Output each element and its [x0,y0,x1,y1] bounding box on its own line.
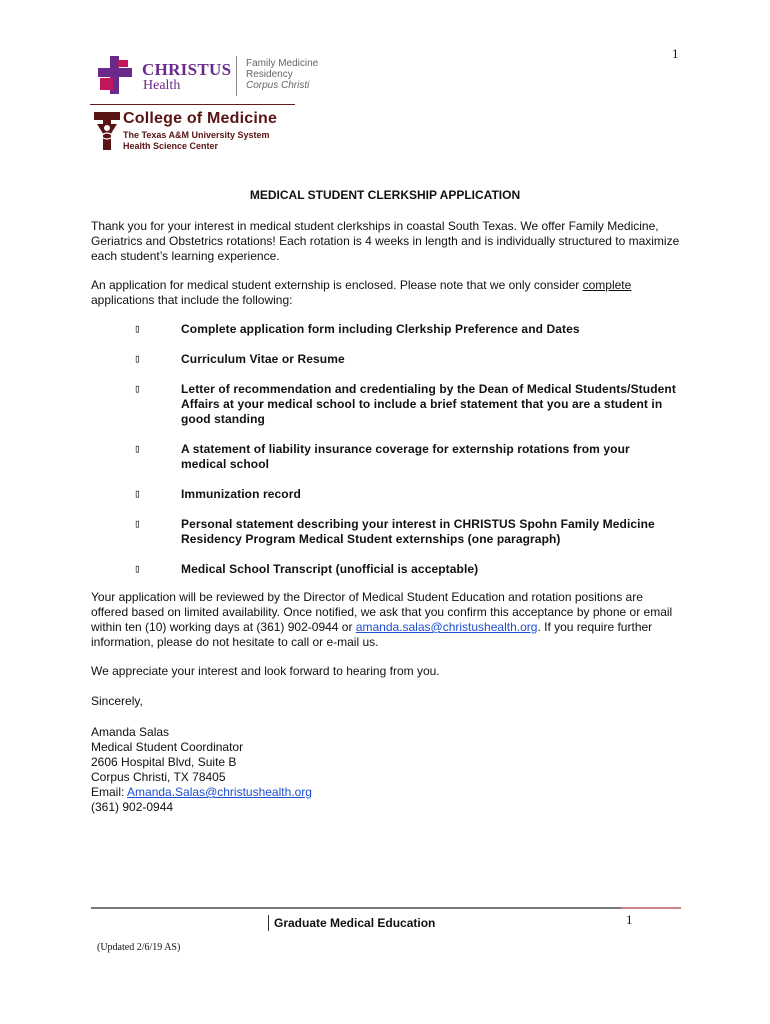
checkbox-bullet-icon: ▯ [134,562,141,575]
signature-phone: (361) 902-0944 [91,800,174,814]
signature-address-1: 2606 Hospital Blvd, Suite B [91,755,237,769]
footer-rule-accent [621,907,681,909]
review-text-before: Your application will be reviewed by the Director of Medical Student Education and rotation positions are offered based on limited availability. Once notified, we ask that you confirm this acceptance by phone or email within ten (10) working days at (361) 902-0944 or [91,590,673,634]
requirement-text: Curriculum Vitae or Resume [181,352,345,366]
intro-paragraph: Thank you for your interest in medical student clerkships in coastal South Texas. We offer Family Medicine, Geriatrics and Obstetrics rotations! Each rotation is 4 weeks in length and is individually structured to maximize each student’s learning experience. [91,219,680,263]
signature-role: Medical Student Coordinator [91,740,244,754]
footer-page-number: 1 [626,912,633,927]
signature-name: Amanda Salas [91,725,170,739]
checkbox-bullet-icon: ▯ [134,322,141,335]
footer-label: Graduate Medical Education [274,916,436,930]
document-title: MEDICAL STUDENT CLERKSHIP APPLICATION [249,188,521,202]
page-number-top: 1 [672,46,679,61]
footer-divider [268,915,269,931]
notice-text-after: applications that include the following: [91,293,293,307]
logo-divider [236,56,237,96]
requirement-text: Letter of recommendation and credentialing by the Dean of Medical Students/Student Affairs at your medical school to include a brief statement that you are a student in good standing [181,382,676,426]
requirement-text: A statement of liability insurance coverage for externship rotations from your medical school [181,442,630,471]
program-name [246,58,318,91]
college-subtitle [123,130,270,152]
requirement-text: Personal statement describing your interest in CHRISTUS Spohn Family Medicine Residency Program Medical Student externships (one paragraph) [181,517,655,546]
checkbox-bullet-icon: ▯ [134,352,141,365]
coordinator-email-link[interactable]: amanda.salas@christushealth.org [355,620,538,634]
tamu-emblem-icon [94,110,120,152]
requirement-text: Complete application form including Clerkship Preference and Dates [181,322,580,336]
program-line-1: Family Medicine [246,58,319,69]
college-title: College of Medicine [123,110,278,127]
notice-text-before: An application for medical student externship is enclosed. Please note that we only consider [91,278,583,292]
signature-email-label: Email: [91,785,128,799]
closing-paragraph: We appreciate your interest and look forward to hearing from you. [91,664,440,678]
college-of-medicine-logo [94,110,304,154]
updated-note: (Updated 2/6/19 AS) [97,942,181,953]
signature-address-2: Corpus Christi, TX 78405 [91,770,226,784]
requirement-text: Medical School Transcript (unofficial is acceptable) [181,562,479,576]
program-line-3: Corpus Christi [246,80,310,91]
program-line-2: Residency [246,69,293,80]
college-subtitle-line-2: Health Science Center [123,141,219,151]
christus-cross-icon [96,54,136,96]
notice-emphasis: complete [582,278,632,292]
signature-email-line [91,785,312,800]
checkbox-bullet-icon: ▯ [134,382,141,395]
sign-off: Sincerely, [91,694,143,708]
logo-rule [90,104,295,105]
checkbox-bullet-icon: ▯ [134,442,141,455]
health-wordmark: Health [143,78,181,93]
notice-paragraph [91,278,681,308]
checkbox-bullet-icon: ▯ [134,517,141,530]
checkbox-bullet-icon: ▯ [134,487,141,500]
signature-email-link[interactable]: Amanda.Salas@christushealth.org [127,785,312,799]
signature-block [91,725,312,815]
review-paragraph [91,590,681,650]
christus-wordmark: CHRISTUS [142,60,232,79]
christus-health-logo [96,54,336,98]
college-subtitle-line-1: The Texas A&M University System [123,130,270,140]
footer-rule [91,907,621,909]
requirement-text: Immunization record [181,487,301,501]
review-text-after: . If you require further information, please do not hesitate to call or e-mail us. [91,620,653,649]
